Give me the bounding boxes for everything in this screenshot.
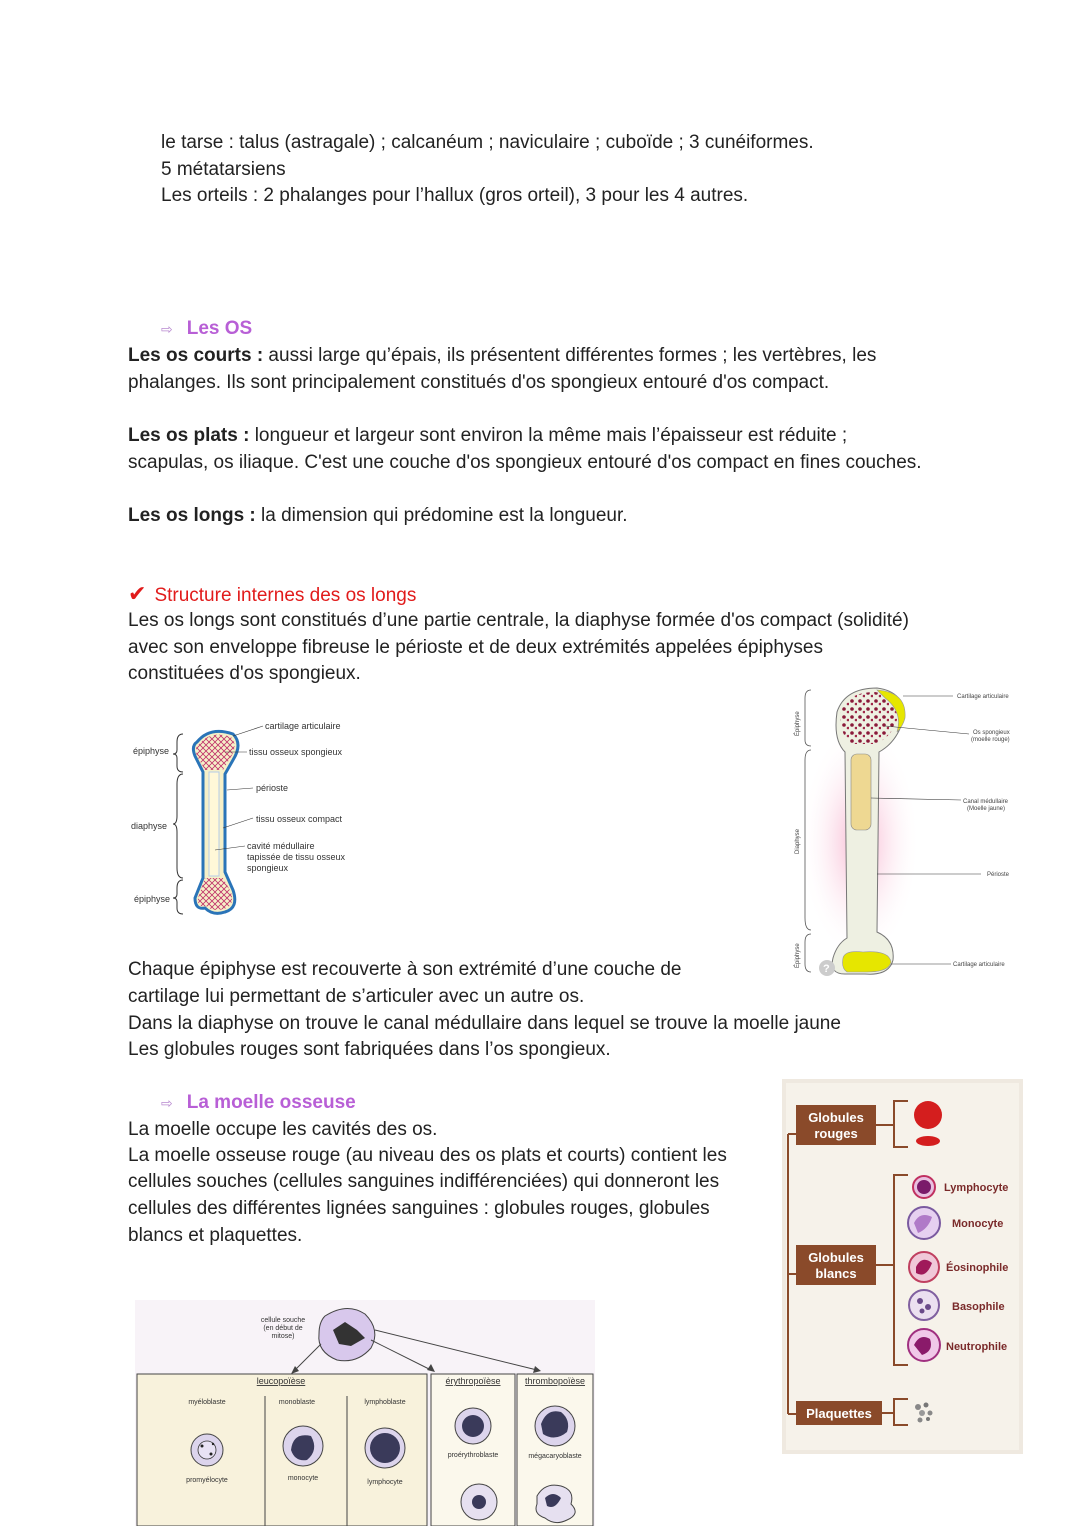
label-cartilage: cartilage articulaire <box>265 721 341 731</box>
label-erythropoiese: érythropoïèse <box>445 1376 501 1386</box>
label-eosinophile: Éosinophile <box>946 1262 1009 1274</box>
label-diaphyse-right: Diaphyse <box>795 828 801 854</box>
label-cartilage-top-right: Cartilage articulaire <box>957 694 1009 700</box>
help-glyph: ? <box>823 963 830 975</box>
label-monocyte-cell: monocyte <box>287 1475 319 1482</box>
label-promyelocyte: promyélocyte <box>186 1477 228 1484</box>
hematopoiesis-diagram <box>135 1300 595 1526</box>
label-cavite-1: cavité médullaire <box>247 841 315 851</box>
label-myeloblaste: myéloblaste <box>188 1399 226 1406</box>
label-epiphyse-bottom: épiphyse <box>134 894 171 904</box>
label-cartilage-bottom-right: Cartilage articulaire <box>953 962 1005 968</box>
label-globules-rouges-2: rouges <box>814 1126 858 1141</box>
label-canal-1: Canal médullaire <box>963 799 1009 805</box>
heading-structure <box>128 581 416 609</box>
text-moelle-2: La moelle osseuse rouge (au niveau des os plats et courts) contient les <box>128 1145 727 1166</box>
label-os-longs: Les os longs : <box>128 505 256 526</box>
heading-moelle-label: La moelle osseuse <box>186 1092 356 1113</box>
text-structure-3: constituées d'os spongieux. <box>128 663 361 684</box>
label-souche-3: mitose) <box>271 1333 295 1340</box>
label-globules-blancs-1: Globules <box>808 1250 864 1265</box>
heading-les-os-label: Les OS <box>186 318 253 339</box>
label-spongieux: tissu osseux spongieux <box>249 747 343 757</box>
label-compact: tissu osseux compact <box>256 814 343 824</box>
text-os-courts-1: aussi large qu’épais, ils présentent différentes formes ; les vertèbres, les <box>263 345 877 366</box>
basophile-icon <box>909 1290 939 1320</box>
red-cell-icon <box>914 1101 942 1129</box>
label-souche-1: cellule souche <box>260 1317 306 1324</box>
text-tarse: le tarse : talus (astragale) ; calcanéum ; naviculaire ; cuboïde ; 3 cunéiformes. <box>161 132 814 153</box>
label-epiphyse-top-right: Épiphyse <box>795 711 801 736</box>
text-os-courts-2: phalanges. Ils sont principalement constitués d'os spongieux entouré d'os compact. <box>128 372 830 393</box>
text-structure-2: avec son enveloppe fibreuse le périoste et de deux extrémités appelées épiphyses <box>128 637 823 658</box>
text-orteils: Les orteils : 2 phalanges pour l’hallux (gros orteil), 3 pour les 4 autres. <box>161 185 749 206</box>
label-globules-rouges-1: Globules <box>808 1110 864 1125</box>
label-perioste: périoste <box>256 783 289 793</box>
label-lymphoblaste: lymphoblaste <box>364 1399 406 1406</box>
label-neutrophile: Neutrophile <box>946 1341 1008 1353</box>
label-thrombopoiese: thrombopoïèse <box>524 1376 586 1386</box>
label-megacaryoblaste: mégacaryoblaste <box>528 1453 582 1460</box>
text-moelle-3: cellules souches (cellules sanguines indifférenciées) qui donneront les <box>128 1171 720 1192</box>
label-cavite-2: tapissée de tissu osseux <box>247 852 346 862</box>
label-epiphyse-bottom-right: Épiphyse <box>795 943 801 968</box>
text-epiphyse-4: Les globules rouges sont fabriquées dans l’os spongieux. <box>128 1039 611 1060</box>
text-moelle-5: blancs et plaquettes. <box>128 1225 303 1246</box>
label-perioste-right: Périoste <box>987 872 1010 878</box>
text-os-longs <box>128 503 628 529</box>
label-os-plats: Les os plats : <box>128 425 250 446</box>
text-os-plats-1: longueur et largeur sont environ la même mais l’épaisseur est réduite ; <box>249 425 848 446</box>
text-os-plats-2: scapulas, os iliaque. C'est une couche d'os spongieux entouré d'os compact en fines couches. <box>128 452 922 473</box>
text-epiphyse-2: cartilage lui permettant de s’articuler avec un autre os. <box>128 986 585 1007</box>
checkmark-icon: ✔ <box>128 581 147 606</box>
label-cavite-3: spongieux <box>247 863 289 873</box>
text-epiphyse-1: Chaque épiphyse est recouverte à son extrémité d’une couche de <box>128 959 682 980</box>
label-diaphyse: diaphyse <box>131 821 168 831</box>
label-proerythroblaste: proérythroblaste <box>447 1452 499 1459</box>
label-os-spongieux-2: (moelle rouge) <box>971 737 1010 743</box>
text-epiphyse-3: Dans la diaphyse on trouve le canal médullaire dans lequel se trouve la moelle jaune <box>128 1013 841 1034</box>
label-plaquettes: Plaquettes <box>806 1406 872 1421</box>
label-os-spongieux-1: Os spongieux <box>973 730 1010 736</box>
label-os-courts: Les os courts : <box>128 345 264 366</box>
label-basophile: Basophile <box>952 1301 1005 1313</box>
arrow-icon: ⇨ <box>161 321 173 337</box>
text-metatarsiens: 5 métatarsiens <box>161 159 286 180</box>
arrow-icon: ⇨ <box>161 1095 173 1111</box>
label-leucopoiese: leucopoïèse <box>256 1376 306 1386</box>
bone-diagram-right <box>785 682 1025 982</box>
label-epiphyse-top: épiphyse <box>133 746 170 756</box>
label-lymphocyte-cell: lymphocyte <box>367 1479 403 1486</box>
label-canal-2: (Moelle jaune) <box>967 806 1006 812</box>
blood-cells-chart <box>782 1079 1023 1454</box>
text-moelle-1: La moelle occupe les cavités des os. <box>128 1119 438 1140</box>
text-structure-1: Les os longs sont constitués d’une partie centrale, la diaphyse formée d'os compact (solidité) <box>128 610 909 631</box>
label-monocyte: Monocyte <box>952 1218 1004 1230</box>
text-os-courts <box>128 343 876 369</box>
text-moelle-4: cellules des différentes lignées sanguines : globules rouges, globules <box>128 1198 710 1219</box>
heading-structure-label: Structure internes des os longs <box>154 585 417 606</box>
label-globules-blancs-2: blancs <box>815 1266 857 1281</box>
label-souche-2: (en début de <box>263 1325 303 1332</box>
heading-moelle <box>161 1090 356 1116</box>
red-cell-side-icon <box>916 1136 940 1146</box>
text-os-longs-1: la dimension qui prédomine est la longueur. <box>255 505 628 526</box>
label-monoblaste: monoblaste <box>278 1399 316 1406</box>
label-lymphocyte: Lymphocyte <box>944 1182 1009 1194</box>
text-os-plats <box>128 423 847 449</box>
bone-diagram-left <box>125 712 385 927</box>
heading-les-os <box>161 316 252 342</box>
